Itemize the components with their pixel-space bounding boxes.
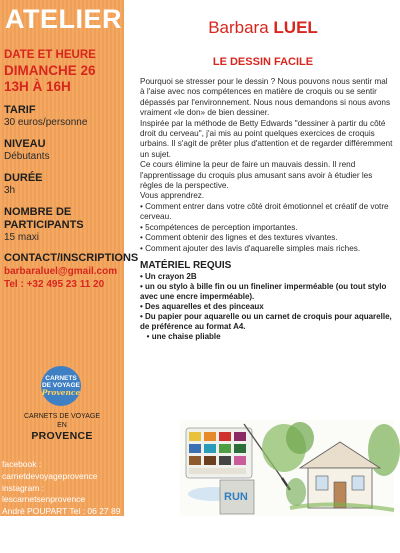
materiel-heading: MATÉRIEL REQUIS — [140, 259, 232, 271]
paragraph-4: Vous apprendrez. — [140, 191, 205, 201]
footer-mail[interactable]: mail : carnetsenprovence@gmail.com — [2, 529, 122, 552]
date-time: 13H À 16H — [4, 79, 71, 94]
carnets-logo-badge — [41, 366, 81, 406]
workshop-title: LE DESSIN FACILE — [212, 56, 314, 68]
footer-facebook[interactable]: facebook : carnetdevoyageprovence — [2, 459, 98, 481]
badge-line3: Provence — [41, 388, 81, 397]
badge-line1: CARNETS — [45, 375, 77, 382]
materiel-item: • un ou stylo à bille fin ou un fineliner imperméable (ou tout stylo avec une encre imperméable). — [140, 281, 387, 301]
materiel-item: • Des aquarelles et des pinceaux — [140, 301, 264, 311]
logo-caption-line3: PROVENCE — [31, 430, 93, 442]
niveau-heading: NIVEAU — [4, 138, 46, 150]
participants-heading-line2: PARTICIPANTS — [4, 219, 84, 231]
materiel-list — [132, 272, 394, 342]
paragraph-1: Pourquoi se stresser pour le dessin ? Nous pouvons nous sentir mal à l'aise avec nos compétences en matière de croquis ou se sentir dépassés par l'environnement. Nous nous demandons si nous avons vraiment «le don» de bien dessiner. — [140, 77, 391, 118]
duree-value: 3h — [4, 185, 16, 196]
sidebar — [0, 0, 139, 552]
contact-heading: CONTACT/INSCRIPTIONS — [4, 252, 139, 264]
art-label: RUN — [224, 491, 248, 503]
duree-heading: DURÉE — [4, 172, 43, 184]
participants-value: 15 maxi — [4, 232, 40, 243]
niveau-value: Débutants — [4, 151, 50, 162]
paragraph-3: Ce cours élimine la peur de faire un mauvais dessin. Il rend l'apprentissage du croquis plus amusant sans avoir à étudier les règles de la perspective. — [140, 160, 373, 191]
main-content — [132, 0, 394, 516]
participants-heading-line1: NOMBRE DE — [4, 206, 72, 218]
logo-caption-line1: CARNETS DE VOYAGE — [23, 413, 101, 420]
materiel-item: • Du papier pour aquarelle ou un carnet de croquis pour aquarelle, de préférence au format A4. — [140, 311, 392, 331]
tarif-value: 30 euros/personne — [4, 117, 88, 128]
description — [132, 77, 394, 254]
bullet-item: • Comment obtenir des lignes et des textures vivantes. — [140, 233, 338, 243]
materiel-item: • Un crayon 2B — [140, 271, 197, 281]
participants-heading — [4, 206, 124, 232]
logo-caption-line2: EN — [57, 422, 67, 429]
author-name — [132, 18, 394, 38]
author-first-name: Barbara — [208, 18, 269, 37]
date-block — [4, 48, 124, 95]
footer-contacts — [2, 459, 124, 553]
bullet-item: • Comment entrer dans votre côté droit émotionnel et créatif de votre cerveau. — [140, 201, 389, 222]
contact-email[interactable]: barbaraluel@gmail.com — [4, 266, 118, 277]
footer-instagram[interactable]: instagram : lescarnetsenprovence — [2, 482, 86, 505]
author-last-name: LUEL — [273, 18, 318, 37]
atelier-heading: ATELIER — [5, 4, 122, 34]
logo-caption — [0, 412, 124, 442]
bullet-item: • 5compétences de perception importantes. — [140, 222, 298, 232]
contact-phone[interactable]: Tel : +32 495 23 11 20 — [4, 279, 105, 290]
paragraph-2: Inspirée par la méthode de Betty Edwards "dessiner à partir du côté droit du cerveau", j'ai mis au point quelques exercices de croquis urbains. Il s'agit de prêter plus d'attention et de regarder différemment un sujet. — [140, 118, 393, 159]
bullet-item: • Comment ajouter des lavis d'aquarelle simples mais riches. — [140, 243, 361, 253]
date-day: DIMANCHE 26 — [4, 63, 96, 78]
date-heading: DATE ET HEURE — [4, 49, 96, 61]
badge-line2: DE VOYAGE — [41, 382, 81, 389]
materiel-item: • une chaise pliable — [140, 331, 221, 341]
tarif-heading: TARIF — [4, 104, 36, 116]
watercolor-sketch-image — [180, 420, 394, 516]
footer-phone: André POUPART Tel : 06 27 89 02 29 — [2, 506, 121, 528]
sketch-illustration — [180, 420, 394, 516]
